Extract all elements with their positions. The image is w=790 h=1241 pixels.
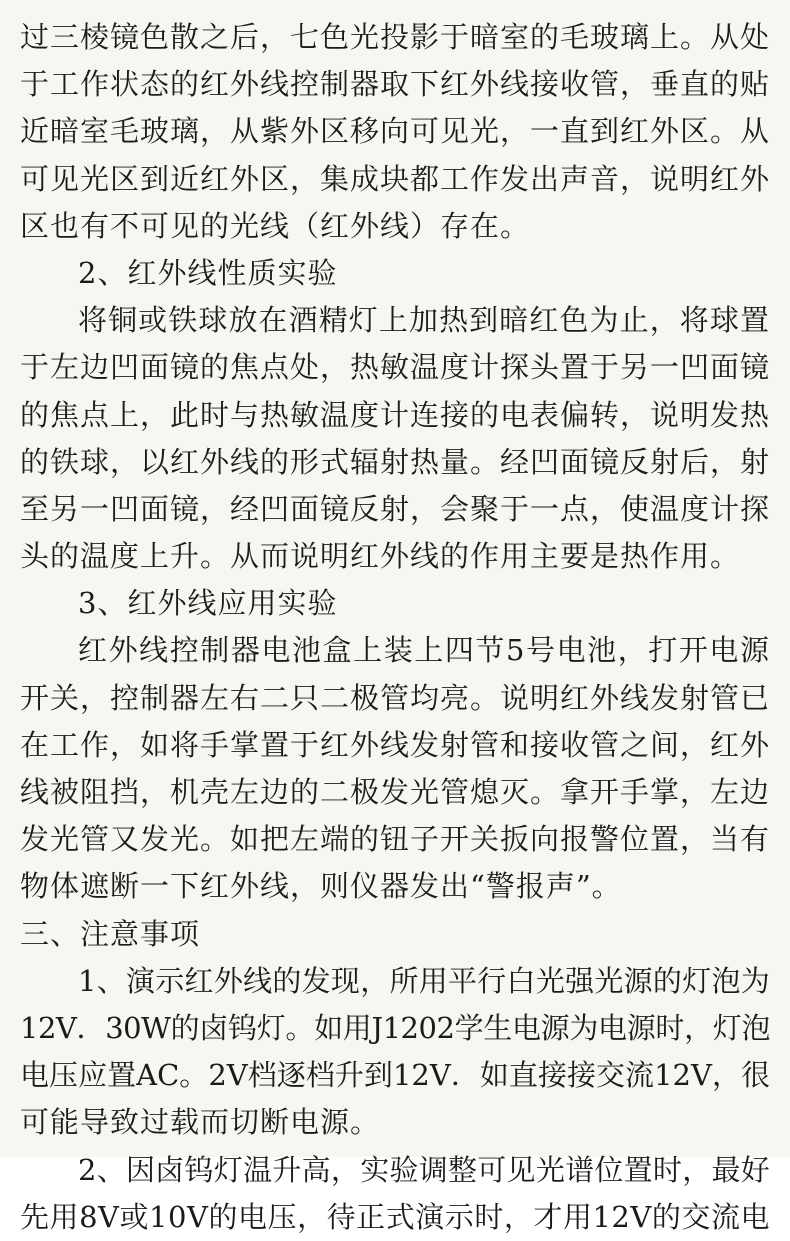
section-subheading: 2、红外线性质实验 <box>78 255 338 290</box>
text-line: 的焦点上，此时与热敏温度计连接的电表偏转，说明发热 <box>20 397 770 432</box>
section-heading: 三、注意事项 <box>20 916 201 951</box>
text-line: 电压应置AC。2V档逐档升到12V．如直接接交流12V，很 <box>20 1058 770 1093</box>
section-subheading: 3、红外线应用实验 <box>78 586 338 621</box>
text-line: 线被阻挡，机壳左边的二极发光管熄灭。拿开手掌，左边 <box>20 775 770 809</box>
text-line: 先用8V或10V的电压，待正式演示时，才用12V的交流电 <box>20 1199 770 1234</box>
text-line: 发光管又发光。如把左端的钮子开关扳向报警位置，当有 <box>20 822 770 857</box>
text-line: 在工作，如将手掌置于红外线发射管和接收管之间，红外 <box>20 727 770 762</box>
text-line: 头的温度上升。从而说明红外线的作用主要是热作用。 <box>20 539 741 574</box>
text-line: 区也有不可见的光线（红外线）存在。 <box>20 208 531 243</box>
text-line: 可见光区到近红外区，集成块都工作发出声音，说明红外 <box>20 161 770 196</box>
document-body <box>20 14 770 1241</box>
text-line: 近暗室毛玻璃，从紫外区移向可见光，一直到红外区。从 <box>20 114 770 149</box>
text-line: 1、演示红外线的发现，所用平行白光强光源的灯泡为 <box>78 963 770 998</box>
text-line: 的铁球，以红外线的形式辐射热量。经凹面镜反射后，射 <box>20 444 770 479</box>
text-line: 至另一凹面镜，经凹面镜反射，会聚于一点，使温度计探 <box>20 491 770 526</box>
text-line: 可能导致过载而切断电源。 <box>20 1105 381 1140</box>
text-line: 于工作状态的红外线控制器取下红外线接收管，垂直的贴 <box>20 67 770 102</box>
text-line: 过三棱镜色散之后，七色光投影于暗室的毛玻璃上。从处 <box>20 20 770 54</box>
text-line: 开关，控制器左右二只二极管均亮。说明红外线发射管已 <box>20 680 770 715</box>
text-line: 将铜或铁球放在酒精灯上加热到暗红色为止，将球置 <box>78 303 770 338</box>
text-line: 于左边凹面镜的焦点处，热敏温度计探头置于另一凹面镜 <box>20 350 770 385</box>
text-line: 红外线控制器电池盒上装上四节5号电池，打开电源 <box>78 633 770 668</box>
text-line: 物体遮断一下红外线，则仪器发出“警报声”。 <box>20 869 622 904</box>
text-line: 2、因卤钨灯温升高，实验调整可见光谱位置时，最好 <box>78 1152 770 1187</box>
text-line: 12V．30W的卤钨灯。如用J1202学生电源为电源时，灯泡 <box>20 1010 770 1045</box>
